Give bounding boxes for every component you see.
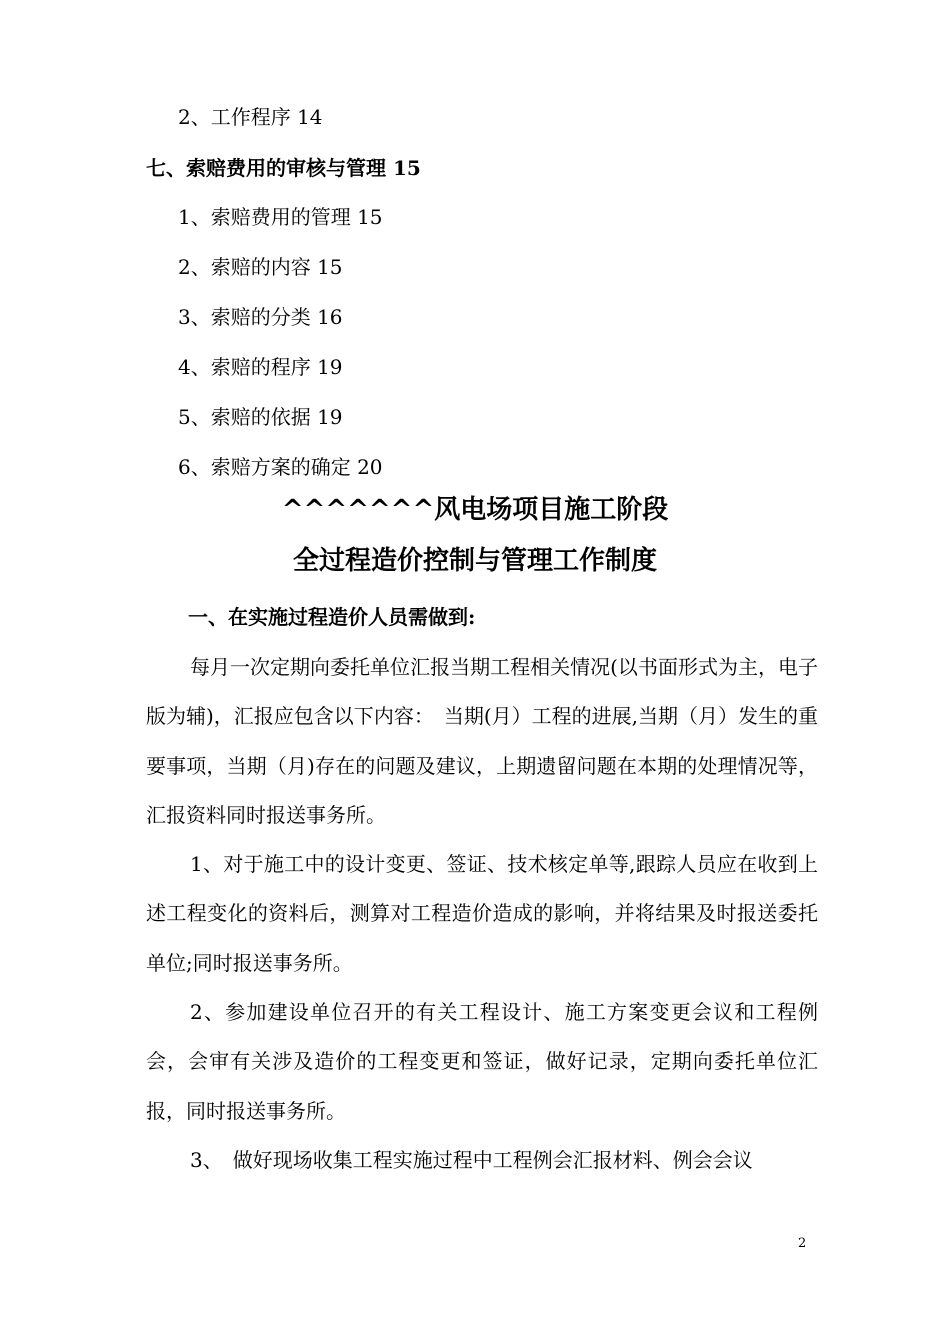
body-paragraph: 1、对于施工中的设计变更、签证、技术核定单等,跟踪人员应在收到上述工程变化的资料后，测算对工程造价造成的影响，并将结果及时报送委托单位;同时报送事务所。 — [146, 852, 818, 975]
toc-item: 1、索赔费用的管理 15 — [178, 205, 383, 229]
document-title-line2: 全过程造价控制与管理工作制度 — [292, 546, 657, 576]
body-paragraph: 3、 做好现场收集工程实施过程中工程例会汇报材料、例会会议 — [190, 1148, 753, 1172]
body-paragraph: 每月一次定期向委托单位汇报当期工程相关情况(以书面形式为主，电子版为辅)，汇报应包含以下内容： 当期(月）工程的进展,当期（月）发生的重要事项，当期（月)存在的问题及建议，上期遗留问题在本期的处理情况等，汇报资料同时报送事务所。 — [146, 655, 818, 828]
body-paragraph: 2、参加建设单位召开的有关工程设计、施工方案变更会议和工程例会，会审有关涉及造价的工程变更和签证，做好记录，定期向委托单位汇报，同时报送事务所。 — [146, 1000, 818, 1123]
document-title-line1: ^^^^^^^风电场项目施工阶段 — [281, 495, 669, 525]
toc-item: 3、索赔的分类 16 — [178, 305, 343, 329]
toc-item: 5、索赔的依据 19 — [178, 405, 343, 429]
toc-item: 6、索赔方案的确定 20 — [178, 455, 383, 479]
toc-item-work-procedure: 2、工作程序 14 — [178, 105, 323, 129]
toc-item: 4、索赔的程序 19 — [178, 355, 343, 379]
section-heading: 一、在实施过程造价人员需做到: — [188, 605, 476, 629]
toc-item: 2、索赔的内容 15 — [178, 255, 343, 279]
toc-section-seven: 七、索赔费用的审核与管理 15 — [146, 156, 421, 180]
page-number: 2 — [798, 1236, 807, 1251]
